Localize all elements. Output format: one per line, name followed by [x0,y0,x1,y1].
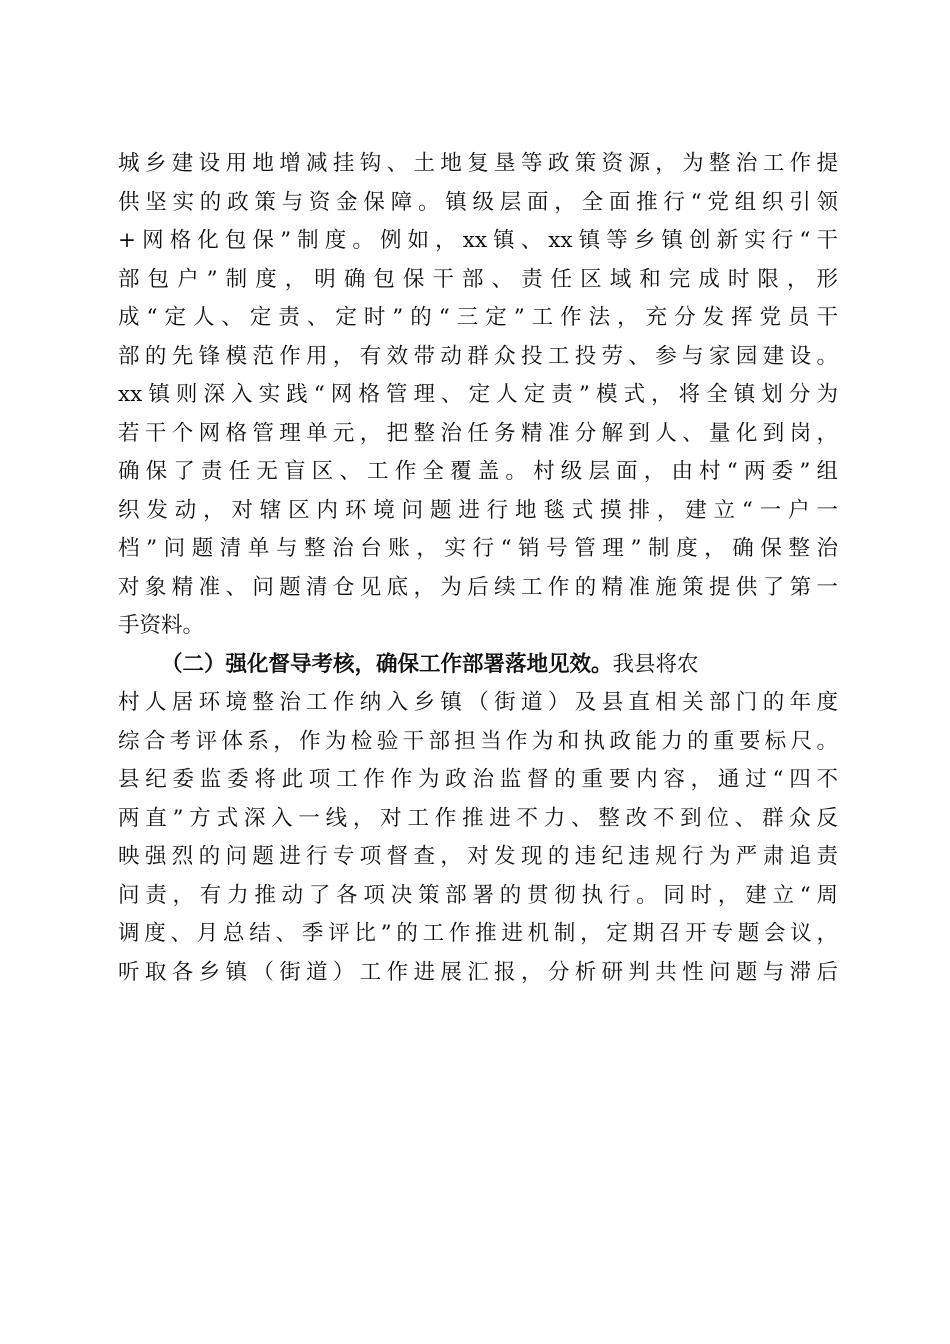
text-line: 对象精准、问题清仓见底，为后续工作的精准施策提供了第一 [118,574,838,600]
text-line: 听取各乡镇（街道）工作进展汇报，分析研判共性问题与滞后 [118,959,838,985]
text-line: 部包户”制度，明确包保干部、责任区域和完成时限，形 [118,266,838,292]
text-line: 综合考评体系，作为检验干部担当作为和执政能力的重要标尺。 [118,728,838,754]
text-line: 调度、月总结、季评比”的工作推进机制，定期召开专题会议， [118,921,838,946]
text-line: 两直”方式深入一线，对工作推进不力、整改不到位、群众反 [118,805,838,831]
text-line: 城乡建设用地增减挂钩、土地复垦等政策资源，为整治工作提 [118,151,838,176]
text-span: 我县将农 [612,651,699,677]
text-line: 供坚实的政策与资金保障。镇级层面，全面推行“党组织引领 [118,189,838,215]
text-line: 确保了责任无盲区、工作全覆盖。村级层面，由村“两委”组 [118,459,838,484]
text-line: 织发动，对辖区内环境问题进行地毯式摸排，建立“一户一 [118,497,838,523]
text-line: xx镇则深入实践“网格管理、定人定责”模式，将全镇划分为 [118,382,838,407]
section-heading-line [118,646,838,685]
paragraph-2 [118,646,838,993]
body-text [118,145,838,992]
text-line: 县纪委监委将此项工作作为政治监督的重要内容，通过“四不 [118,767,838,792]
text-line: 成“定人、定责、定时”的“三定”工作法，充分发挥党员干 [118,305,838,330]
text-line: 部的先锋模范作用，有效带动群众投工投劳、参与家园建设。 [118,343,838,369]
text-line: 手资料。 [118,613,205,638]
text-line: 若干个网格管理单元，把整治任务精准分解到人、量化到岗， [118,420,838,446]
text-line: 映强烈的问题进行专项督查，对发现的违纪违规行为严肃追责 [118,844,838,869]
text-line: 档”问题清单与整治台账，实行“销号管理”制度，确保整治 [118,536,838,561]
paragraph-1 [118,145,838,646]
text-line: 问责，有力推动了各项决策部署的贯彻执行。同时，建立“周 [118,882,838,908]
section-heading: （二）强化督导考核，确保工作部署落地见效。 [161,651,613,677]
text-line: +网格化包保”制度。例如，xx镇、xx镇等乡镇创新实行“干 [118,228,838,253]
text-line: 村人居环境整治工作纳入乡镇（街道）及县直相关部门的年度 [118,690,838,715]
